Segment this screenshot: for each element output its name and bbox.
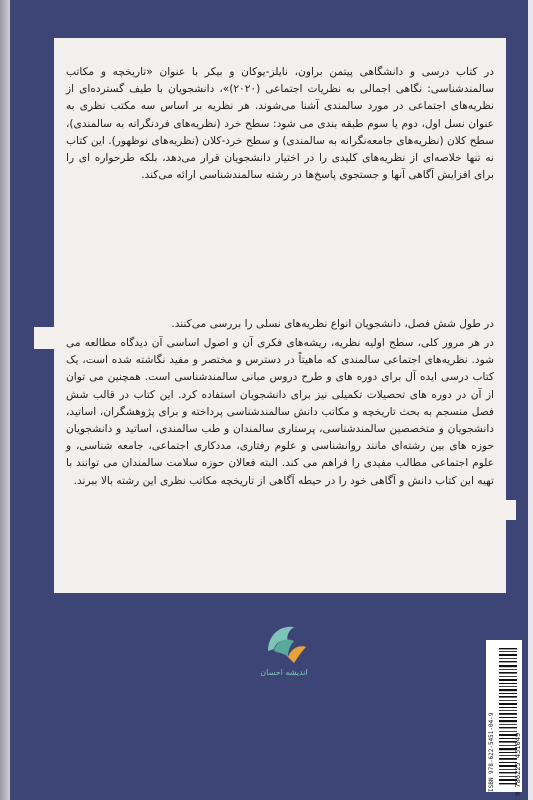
- panel-tab-left: [34, 327, 56, 349]
- description-paragraph-1: در کتاب درسی و دانشگاهی پیتمن براون، نایلز-یوکان و بیکر با عنوان «تاریخچه و مکاتب سالمندشناسی: نگاهی اجمالی به نظریات اجتماعی (۲۰۲۰)»، دانشجویان با طیف گسترده‌ای از نظریه‌های اجتماعی در مورد سالمندی آشنا می‌شوند. هر نظریه بر اساس سه مکتب نظری به عنوان نسل اول، دوم یا سوم طبقه بندی می شود: سطح خرد (نظریه‌های فردنگرانه به سالمندی)، سطح کلان (نظریه‌های جامعه‌نگرانه به سالمندی) و سطح خرد-کلان (نظریه‌های نوظهور). این کتاب نه تنها خلاصه‌ای از نظریه‌های کلیدی را در اختیار دانشجویان قرار می‌دهد، بلکه طرحواره ای را برای افزایش آگاهی آنها و جستجوی پاسخ‌ها در رشته سالمندشناسی ارائه می‌کند.: [66, 66, 494, 182]
- isbn-label: ISBN 978-622-5451-04-9: [488, 712, 495, 792]
- spine-shadow: [0, 0, 10, 800]
- panel-tab-right: [500, 500, 516, 520]
- description-paragraph-3: در هر مرور کلی، سطح اولیه نظریه، ریشه‌های فکری آن و اصول اساسی آن دیدگاه مطالعه می شود. نظریه‌های اجتماعی سالمندی که ماهیتاً در دسترس و مختصر و مفید نگاشته شده است، یک کتاب درسی ایده آل برای دوره های و طرح دروس مبانی سالمندشناسی است. همچنین می توان از آن در دوره های تحصیلات تکمیلی نیز برای دانشجویان استفاده کرد. این کتاب در قالب شش فصل منسجم به بحث تاریخچه و مکاتب دانش سالمندشناسی پرداخته و برای پژوهشگران، اساتید، دانشجویان و متخصصین سالمندشناسی، پرستاری سالمندان و طب سالمندی، اساتید و دانشجویان حوزه های بین رشته‌ای مانند روانشناسی و علوم رفتاری، مددکاری اجتماعی، جامعه شناسی، و علوم اجتماعی مطالب مفیدی را فراهم می کند. البته فعالان حوزه سلامت سالمندان می توانند با تهیه این کتاب دانش و آگاهی خود را در حیطه آگاهی از تاریخچه مکاتب نظری این رشته بالا ببرند.: [66, 337, 494, 487]
- isbn-digits: 9 786225 451049: [514, 732, 522, 796]
- publisher-name: اندیشه احسان: [260, 668, 308, 677]
- description-paragraph-2: در طول شش فصل، دانشجویان انواع نظریه‌های نسلی را بررسی می‌کنند.: [171, 318, 494, 330]
